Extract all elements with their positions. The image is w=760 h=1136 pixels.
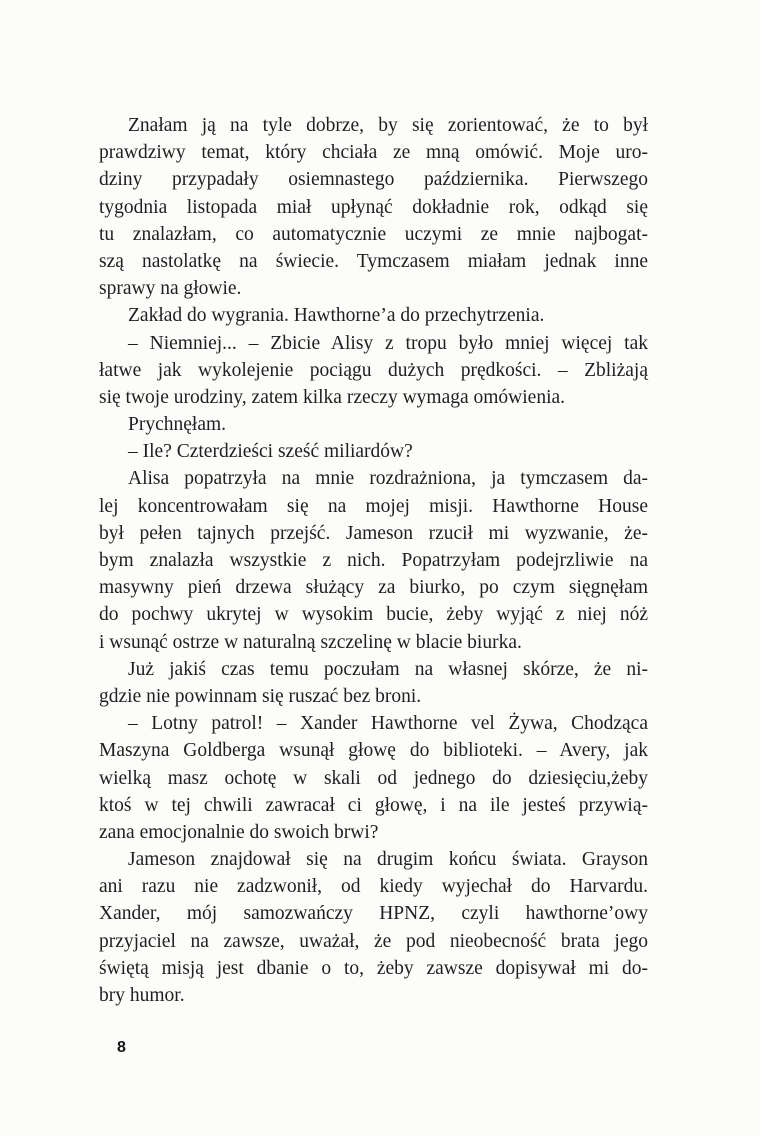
text-line: prawdziwy temat, który chciała ze mną omówić. Moje uro- <box>99 142 648 164</box>
paragraph <box>99 846 648 1009</box>
text-line: bym znalazła wszystkie z nich. Popatrzyłam podejrzliwie na <box>99 550 648 571</box>
text-line: Znałam ją na tyle dobrze, by się zorientować, że to był <box>128 115 648 136</box>
page-number: 8 <box>117 1039 126 1056</box>
text-line: – Lotny patrol! – Xander Hawthorne vel Żywa, Chodząca <box>128 713 648 735</box>
text-line: sprawy na głowie. <box>99 278 242 300</box>
text-line: gdzie nie powinnam się ruszać bez broni. <box>99 685 422 707</box>
text-line: zana emocjonalnie do swoich brwi? <box>99 821 379 843</box>
text-line: się twoje urodziny, zatem kilka rzeczy wymaga omówienia. <box>99 386 566 408</box>
paragraph <box>99 465 648 655</box>
text-line: dziny przypadały osiemnastego października. Pierwszego <box>99 169 648 191</box>
text-line: świętą misją jest dbanie o to, żeby zawsze dopisywał mi do- <box>99 957 648 979</box>
text-line: Xander, mój samozwańczy HPNZ, czyli hawthorne’owy <box>99 903 648 925</box>
text-line: ktoś w tej chwili zawracał ci głowę, i na ile jesteś przywią- <box>99 794 648 816</box>
text-line: do pochwy ukrytej w wysokim bucie, żeby wyjąć z niej nóż <box>99 604 648 626</box>
text-line: tygodnia listopada miał upłynąć dokładnie rok, odkąd się <box>99 196 648 218</box>
paragraph <box>99 302 648 329</box>
paragraph <box>99 438 648 465</box>
text-line: masywny pień drzewa służący za biurko, po czym sięgnęłam <box>99 577 648 599</box>
paragraph <box>99 330 648 412</box>
text-line: bry humor. <box>99 985 185 1006</box>
text-line: tu znalazłam, co automatycznie uczymi ze mnie najbogat- <box>99 223 648 245</box>
text-line: Już jakiś czas temu poczułam na własnej skórze, że ni- <box>128 658 648 680</box>
paragraph <box>99 411 648 438</box>
page-text <box>99 112 648 1009</box>
text-line: wielką masz ochotę w skali od jednego do dziesięciu,żeby <box>99 767 648 789</box>
paragraph <box>99 656 648 710</box>
text-line: i wsunąć ostrze w naturalną szczelinę w blacie biurka. <box>99 631 522 653</box>
text-line: przyjaciel na zawsze, uważał, że pod nieobecność brata jego <box>99 930 648 952</box>
text-line: Alisa popatrzyła na mnie rozdrażniona, ja tymczasem da- <box>128 468 648 490</box>
text-line: łatwe jak wykolejenie pociągu dużych prędkości. – Zbliżają <box>99 359 648 381</box>
text-line: Prychnęłam. <box>128 414 227 436</box>
text-line: był pełen tajnych przejść. Jameson rzucił mi wyzwanie, że- <box>99 522 648 544</box>
text-line: szą nastolatkę na świecie. Tymczasem miałam jednak inne <box>99 250 648 272</box>
text-line: lej koncentrowałam się na mojej misji. Hawthorne House <box>99 495 648 517</box>
text-line: Maszyna Goldberga wsunął głowę do biblioteki. – Avery, jak <box>99 740 648 762</box>
text-line: Jameson znajdował się na drugim końcu świata. Grayson <box>128 849 648 871</box>
paragraph <box>99 112 648 302</box>
paragraph <box>99 710 648 846</box>
text-line: Zakład do wygrania. Hawthorne’a do przechytrzenia. <box>128 305 545 327</box>
text-line: – Niemniej... – Zbicie Alisy z tropu było mniej więcej tak <box>128 332 648 354</box>
text-line: – Ile? Czterdzieści sześć miliardów? <box>128 441 413 463</box>
text-line: ani razu nie zadzwonił, od kiedy wyjechał do Harvardu. <box>99 876 648 898</box>
